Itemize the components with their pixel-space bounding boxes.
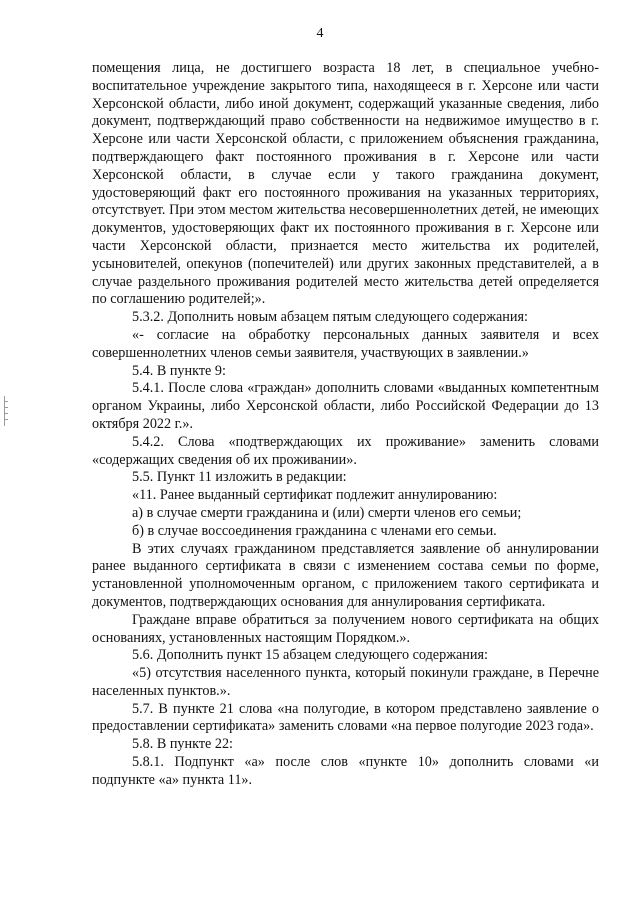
paragraph: В этих случаях гражданином представляется заявление об аннулировании ранее выданного сертификата в связи с изменением состава семьи по форме, установленной уполномоченным органом, с приложением такого сертификата и документов, подтверждающих основания для аннулирования сертификата. bbox=[92, 540, 599, 610]
paragraph: «5) отсутствия населенного пункта, который покинули граждане, в Перечне населенных пунктов.». bbox=[92, 665, 599, 699]
paragraph: 5.5. Пункт 11 изложить в редакции: bbox=[132, 469, 347, 486]
paragraph: «- согласие на обработку персональных данных заявителя и всех совершеннолетних членов семьи заявителя, участвующих в заявлении.» bbox=[92, 326, 599, 361]
paragraph: 5.7. В пункте 21 слова «на полугодие, в котором представлено заявление о предоставлении сертификата» заменить словами «на первое полугодие 2023 года». bbox=[92, 700, 599, 735]
paragraph: 5.8.1. Подпункт «а» после слов «пункте 10» дополнить словами «и подпункте «а» пункта 11». bbox=[92, 754, 599, 788]
paragraph: б) в случае воссоединения гражданина с членами его семьи. bbox=[132, 522, 497, 539]
paragraph: 5.6. Дополнить пункт 15 абзацем следующего содержания: bbox=[132, 647, 488, 664]
paragraph: помещения лица, не достигшего возраста 18 лет, в специальное учебно-воспитательное учреждение закрытого типа, находящееся в г. Херсоне или части Херсонской области, либо иной документ, содержащий указанные сведения, либо документ, подтверждающий право собственности на недвижимое имущество в г. Херсоне или части Херсонской области, с приложением объяснения гражданина, подтверждающего факт постоянного проживания в г. Херсоне или части Херсонской области, в случае если у такого гражданина документ, удостоверяющий факт его постоянного проживания на указанных территориях, отсутствует. При этом местом жительства несовершеннолетних детей, не имеющих документов, удостоверяющих факт их постоянного проживания в г. Херсоне или части Херсонской области, признается место жительства их родителей, усыновителей, опекунов (попечителей) или других законных представителей, а в случае раздельного проживания родителей место жительства детей определяется по соглашению родителей;». bbox=[92, 60, 599, 308]
paragraph: а) в случае смерти гражданина и (или) смерти членов его семьи; bbox=[132, 504, 522, 521]
page-number: 4 bbox=[316, 26, 324, 41]
margin-binding-mark bbox=[4, 396, 9, 426]
document-body bbox=[92, 60, 599, 790]
paragraph: 5.3.2. Дополнить новым абзацем пятым следующего содержания: bbox=[132, 309, 528, 326]
paragraph: Граждане вправе обратиться за получением нового сертификата на общих основаниях, установленных настоящим Порядком.». bbox=[92, 611, 599, 646]
paragraph: «11. Ранее выданный сертификат подлежит аннулированию: bbox=[132, 487, 498, 504]
paragraph: 5.4.1. После слова «граждан» дополнить словами «выданных компетентным органом Украины, либо Херсонской области, либо Российской Федерации до 13 октября 2022 г.». bbox=[92, 380, 599, 432]
paragraph: 5.4.2. Слова «подтверждающих их проживание» заменить словами «содержащих сведения об их проживании». bbox=[92, 433, 599, 468]
paragraph: 5.8. В пункте 22: bbox=[132, 736, 233, 753]
paragraph: 5.4. В пункте 9: bbox=[132, 362, 226, 379]
